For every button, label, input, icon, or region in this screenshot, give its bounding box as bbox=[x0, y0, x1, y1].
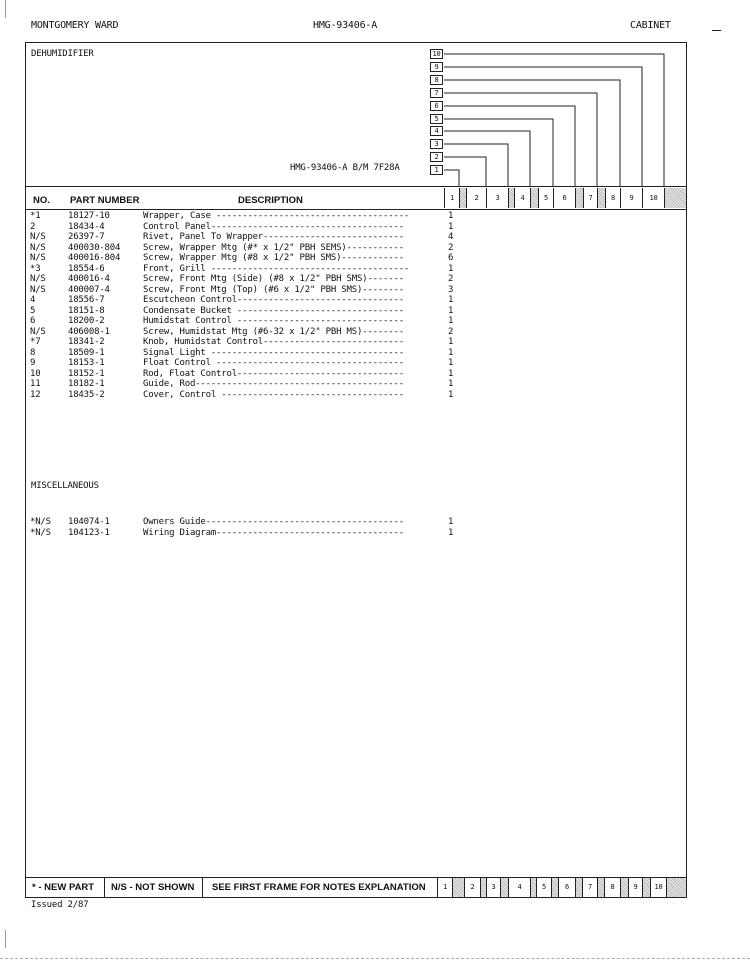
part-description: Escutcheon Control-------------------------------- bbox=[143, 295, 404, 305]
part-number: 18554-6 bbox=[68, 263, 105, 274]
footer-column-number bbox=[642, 878, 650, 897]
quantity: 1 bbox=[448, 379, 454, 389]
footer-column-number: 7 bbox=[582, 878, 597, 897]
footer-column-number bbox=[551, 878, 558, 897]
item-number: N/S bbox=[30, 284, 46, 295]
footer-column-number: 4 bbox=[508, 878, 530, 897]
col-header-description: DESCRIPTION bbox=[238, 195, 303, 206]
item-number: *3 bbox=[30, 263, 41, 274]
section-label: CABINET bbox=[630, 20, 671, 31]
quantity: 1 bbox=[448, 368, 454, 379]
column-number: 4 bbox=[514, 188, 530, 208]
page-title: DEHUMIDIFIER bbox=[31, 49, 94, 59]
table-header-rule bbox=[25, 209, 687, 210]
quantity: 1 bbox=[448, 263, 454, 274]
part-number: 18556-7 bbox=[68, 295, 105, 305]
part-description: Knob, Humidstat Control--------------------------- bbox=[143, 337, 404, 347]
quantity: 3 bbox=[448, 284, 454, 295]
item-number: 4 bbox=[30, 295, 36, 305]
part-number: 18182-1 bbox=[68, 379, 105, 389]
column-number bbox=[597, 188, 605, 208]
item-number: N/S bbox=[30, 326, 46, 337]
part-description: Front, Grill -------------------------------------- bbox=[143, 263, 410, 274]
column-number: 1 bbox=[444, 188, 459, 208]
footer-column-number bbox=[620, 878, 628, 897]
footer-column-number: 10 bbox=[650, 878, 666, 897]
brand-label: MONTGOMERY WARD bbox=[31, 20, 119, 31]
part-description: Cover, Control ----------------------------------- bbox=[143, 389, 404, 400]
footer-column-number: 1 bbox=[437, 878, 452, 897]
item-number: 10 bbox=[30, 368, 41, 379]
part-number: 18200-2 bbox=[68, 316, 105, 326]
footer-divider bbox=[202, 878, 203, 897]
part-description: Screw, Wrapper Mtg (#8 x 1/2" PBH SMS)------------ bbox=[143, 253, 404, 263]
leader-line-2 bbox=[444, 157, 486, 187]
quantity: 1 bbox=[448, 295, 454, 305]
legend-new-part: * - NEW PART bbox=[32, 882, 95, 893]
item-number: 11 bbox=[30, 379, 41, 389]
quantity: 1 bbox=[448, 389, 454, 400]
column-number: 7 bbox=[583, 188, 597, 208]
leader-line-4 bbox=[444, 131, 530, 187]
leader-line-6 bbox=[444, 106, 575, 187]
misc-title: MISCELLANEOUS bbox=[31, 481, 99, 491]
column-number: 10 bbox=[642, 188, 664, 208]
column-number: 2 bbox=[466, 188, 486, 208]
leader-line-5 bbox=[444, 119, 553, 187]
footer-column-number: 2 bbox=[464, 878, 480, 897]
item-number: *N/S bbox=[30, 517, 51, 527]
index-box-5: 5 bbox=[430, 114, 443, 124]
item-number: 5 bbox=[30, 305, 36, 316]
footer-column-number: 9 bbox=[628, 878, 642, 897]
footer-column-number bbox=[452, 878, 464, 897]
item-number: 9 bbox=[30, 358, 36, 368]
quantity: 6 bbox=[448, 253, 454, 263]
item-number: *1 bbox=[30, 211, 41, 221]
quantity: 2 bbox=[448, 242, 454, 253]
quantity: 2 bbox=[448, 326, 454, 337]
part-description: Float Control ------------------------------------ bbox=[143, 358, 404, 368]
part-description: Rod, Float Control-------------------------------- bbox=[143, 368, 404, 379]
col-header-no: NO. bbox=[33, 195, 50, 206]
leader-line-3 bbox=[444, 144, 508, 187]
part-number: 400007-4 bbox=[68, 284, 110, 295]
item-number: N/S bbox=[30, 253, 46, 263]
part-number: 18341-2 bbox=[68, 337, 105, 347]
column-number: 6 bbox=[553, 188, 575, 208]
footer-column-number bbox=[597, 878, 604, 897]
footer-column-number: 6 bbox=[558, 878, 575, 897]
part-description: Wrapper, Case ------------------------------------- bbox=[143, 211, 410, 221]
part-number: 406008-1 bbox=[68, 326, 110, 337]
footer-column-number bbox=[666, 878, 686, 897]
item-number: N/S bbox=[30, 274, 46, 284]
index-box-7: 7 bbox=[430, 88, 443, 98]
item-number: 12 bbox=[30, 389, 41, 400]
notes-reference: SEE FIRST FRAME FOR NOTES EXPLANATION bbox=[212, 882, 426, 893]
part-number: 400016-804 bbox=[68, 253, 121, 263]
leader-line-8 bbox=[444, 80, 620, 187]
model-number: HMG-93406-A bbox=[313, 20, 378, 31]
part-number: 18434-4 bbox=[68, 221, 105, 232]
part-description: Control Panel------------------------------------- bbox=[143, 221, 404, 232]
part-description: Screw, Wrapper Mtg (#* x 1/2" PBH SEMS)----------- bbox=[143, 242, 404, 253]
part-number: 18435-2 bbox=[68, 389, 105, 400]
bottom-edge-rule bbox=[0, 958, 750, 959]
quantity: 1 bbox=[448, 305, 454, 316]
part-number: 104074-1 bbox=[68, 517, 110, 527]
table-top-rule bbox=[25, 186, 687, 187]
part-number: 400016-4 bbox=[68, 274, 110, 284]
index-box-1: 1 bbox=[430, 165, 443, 175]
footer-column-number bbox=[500, 878, 508, 897]
item-number: N/S bbox=[30, 232, 46, 242]
item-number: *N/S bbox=[30, 527, 51, 538]
item-number: *7 bbox=[30, 337, 41, 347]
part-description: Rivet, Panel To Wrapper--------------------------- bbox=[143, 232, 404, 242]
issued-date: Issued 2/87 bbox=[31, 900, 89, 910]
item-number: N/S bbox=[30, 242, 46, 253]
index-box-10: 10 bbox=[430, 49, 443, 59]
leader-line-9 bbox=[444, 67, 642, 187]
part-number: 18151-8 bbox=[68, 305, 105, 316]
part-description: Screw, Humidstat Mtg (#6-32 x 1/2" PBH MS)-------- bbox=[143, 326, 404, 337]
item-number: 2 bbox=[30, 221, 36, 232]
column-number: 8 bbox=[605, 188, 620, 208]
quantity: 1 bbox=[448, 358, 454, 368]
column-number bbox=[530, 188, 538, 208]
part-description: Signal Light ------------------------------------- bbox=[143, 347, 404, 358]
item-number: 6 bbox=[30, 316, 36, 326]
part-description: Humidstat Control -------------------------------- bbox=[143, 316, 404, 326]
column-number bbox=[459, 188, 466, 208]
index-box-8: 8 bbox=[430, 75, 443, 85]
quantity: 2 bbox=[448, 274, 454, 284]
model-bom-line: HMG-93406-A B/M 7F28A bbox=[290, 163, 400, 173]
column-number: 3 bbox=[486, 188, 508, 208]
quantity: 1 bbox=[448, 221, 454, 232]
footer-column-number: 3 bbox=[486, 878, 500, 897]
index-box-6: 6 bbox=[430, 101, 443, 111]
quantity: 1 bbox=[448, 527, 454, 538]
column-number: 9 bbox=[620, 188, 642, 208]
part-description: Wiring Diagram------------------------------------ bbox=[143, 527, 404, 538]
column-number bbox=[664, 188, 686, 208]
quantity: 1 bbox=[448, 347, 454, 358]
index-box-4: 4 bbox=[430, 126, 443, 136]
part-number: 26397-7 bbox=[68, 232, 105, 242]
column-number bbox=[575, 188, 583, 208]
part-number: 104123-1 bbox=[68, 527, 110, 538]
footer-column-number bbox=[575, 878, 582, 897]
index-box-2: 2 bbox=[430, 152, 443, 162]
quantity: 1 bbox=[448, 316, 454, 326]
leader-line-7 bbox=[444, 93, 597, 187]
part-number: 18127-10 bbox=[68, 211, 110, 221]
index-box-3: 3 bbox=[430, 139, 443, 149]
quantity: 1 bbox=[448, 517, 454, 527]
part-number: 400030-804 bbox=[68, 242, 121, 253]
leader-line-1 bbox=[444, 170, 459, 187]
index-box-9: 9 bbox=[430, 62, 443, 72]
part-number: 18152-1 bbox=[68, 368, 105, 379]
legend-not-shown: N/S - NOT SHOWN bbox=[111, 882, 195, 893]
part-description: Owners Guide-------------------------------------- bbox=[143, 517, 404, 527]
footer-column-number: 8 bbox=[604, 878, 620, 897]
part-description: Screw, Front Mtg (Side) (#8 x 1/2" PBH SMS)------- bbox=[143, 274, 404, 284]
part-number: 18153-1 bbox=[68, 358, 105, 368]
footer-divider bbox=[104, 878, 105, 897]
part-description: Condensate Bucket -------------------------------- bbox=[143, 305, 404, 316]
column-number: 5 bbox=[538, 188, 553, 208]
col-header-part-number: PART NUMBER bbox=[70, 195, 140, 206]
part-number: 18509-1 bbox=[68, 347, 105, 358]
part-description: Screw, Front Mtg (Top) (#6 x 1/2" PBH SMS)-------- bbox=[143, 284, 404, 295]
item-number: 8 bbox=[30, 347, 36, 358]
footer-column-number: 5 bbox=[536, 878, 551, 897]
leader-line-10 bbox=[444, 54, 664, 187]
quantity: 4 bbox=[448, 232, 454, 242]
quantity: 1 bbox=[448, 211, 454, 221]
part-description: Guide, Rod---------------------------------------- bbox=[143, 379, 404, 389]
quantity: 1 bbox=[448, 337, 454, 347]
